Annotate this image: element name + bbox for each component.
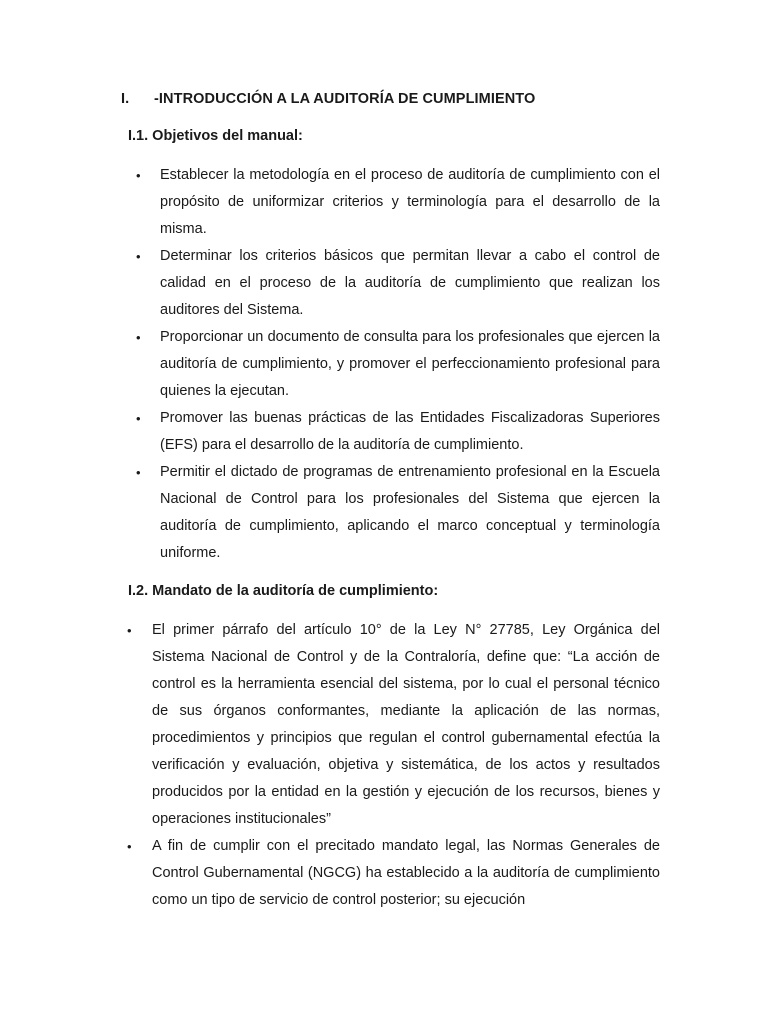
list-item-text: El primer párrafo del artículo 10° de la Ley N° 27785, Ley Orgánica del Sistema Nacional de Control y de la Contraloría, define que: “La acción de control es la herramienta esencial del sistema, por lo cual el personal técnico de sus órganos conformantes, mediante la aplicación de las normas, procedimientos y principios que regulan el control gubernamental efectúa la verificación y evaluación, objetiva y sistemática, de los actos y resultados producidos por la entidad en la gestión y ejecución de los recursos, bienes y operaciones institucionales” xyxy=(152,622,660,827)
list-item-text: Promover las buenas prácticas de las Entidades Fiscalizadoras Superiores (EFS) para el desarrollo de la auditoría de cumplimiento. xyxy=(160,410,660,453)
mandate-list xyxy=(127,617,660,914)
bullet-icon: • xyxy=(127,839,132,854)
list-item xyxy=(136,459,660,567)
bullet-icon: • xyxy=(136,465,141,480)
bullet-icon: • xyxy=(136,168,141,183)
list-item-text: Determinar los criterios básicos que permitan llevar a cabo el control de calidad en el proceso de la auditoría de cumplimiento que realizan los auditores del Sistema. xyxy=(160,248,660,318)
list-item xyxy=(136,243,660,324)
list-item xyxy=(127,833,660,914)
subsection-title-objetivos: I.1. Objetivos del manual: xyxy=(128,128,303,144)
bullet-icon: • xyxy=(136,411,141,426)
list-item xyxy=(136,324,660,405)
list-item-text: Proporcionar un documento de consulta para los profesionales que ejercen la auditoría de cumplimiento, y promover el perfeccionamiento profesional para quienes la ejecutan. xyxy=(160,329,660,399)
section-title: -INTRODUCCIÓN A LA AUDITORÍA DE CUMPLIMIENTO xyxy=(154,91,536,107)
list-item-text: A fin de cumplir con el precitado mandato legal, las Normas Generales de Control Gubernamental (NGCG) ha establecido a la auditoría de cumplimiento como un tipo de servicio de control posterior; su ejecución xyxy=(152,838,660,908)
section-heading xyxy=(121,91,535,107)
bullet-icon: • xyxy=(136,330,141,345)
bullet-icon: • xyxy=(136,249,141,264)
list-item xyxy=(136,162,660,243)
objectives-list xyxy=(136,162,660,567)
bullet-icon: • xyxy=(127,623,132,638)
list-item xyxy=(136,405,660,459)
list-item-text: Permitir el dictado de programas de entrenamiento profesional en la Escuela Nacional de Control para los profesionales del Sistema que ejercen la auditoría de cumplimiento, aplicando el marco conceptual y terminología uniforme. xyxy=(160,464,660,561)
section-number: I. xyxy=(121,91,130,107)
list-item-text: Establecer la metodología en el proceso de auditoría de cumplimiento con el propósito de uniformizar criterios y terminología para el desarrollo de la misma. xyxy=(160,167,660,237)
subsection-title-mandato: I.2. Mandato de la auditoría de cumplimiento: xyxy=(128,583,439,599)
list-item xyxy=(127,617,660,833)
